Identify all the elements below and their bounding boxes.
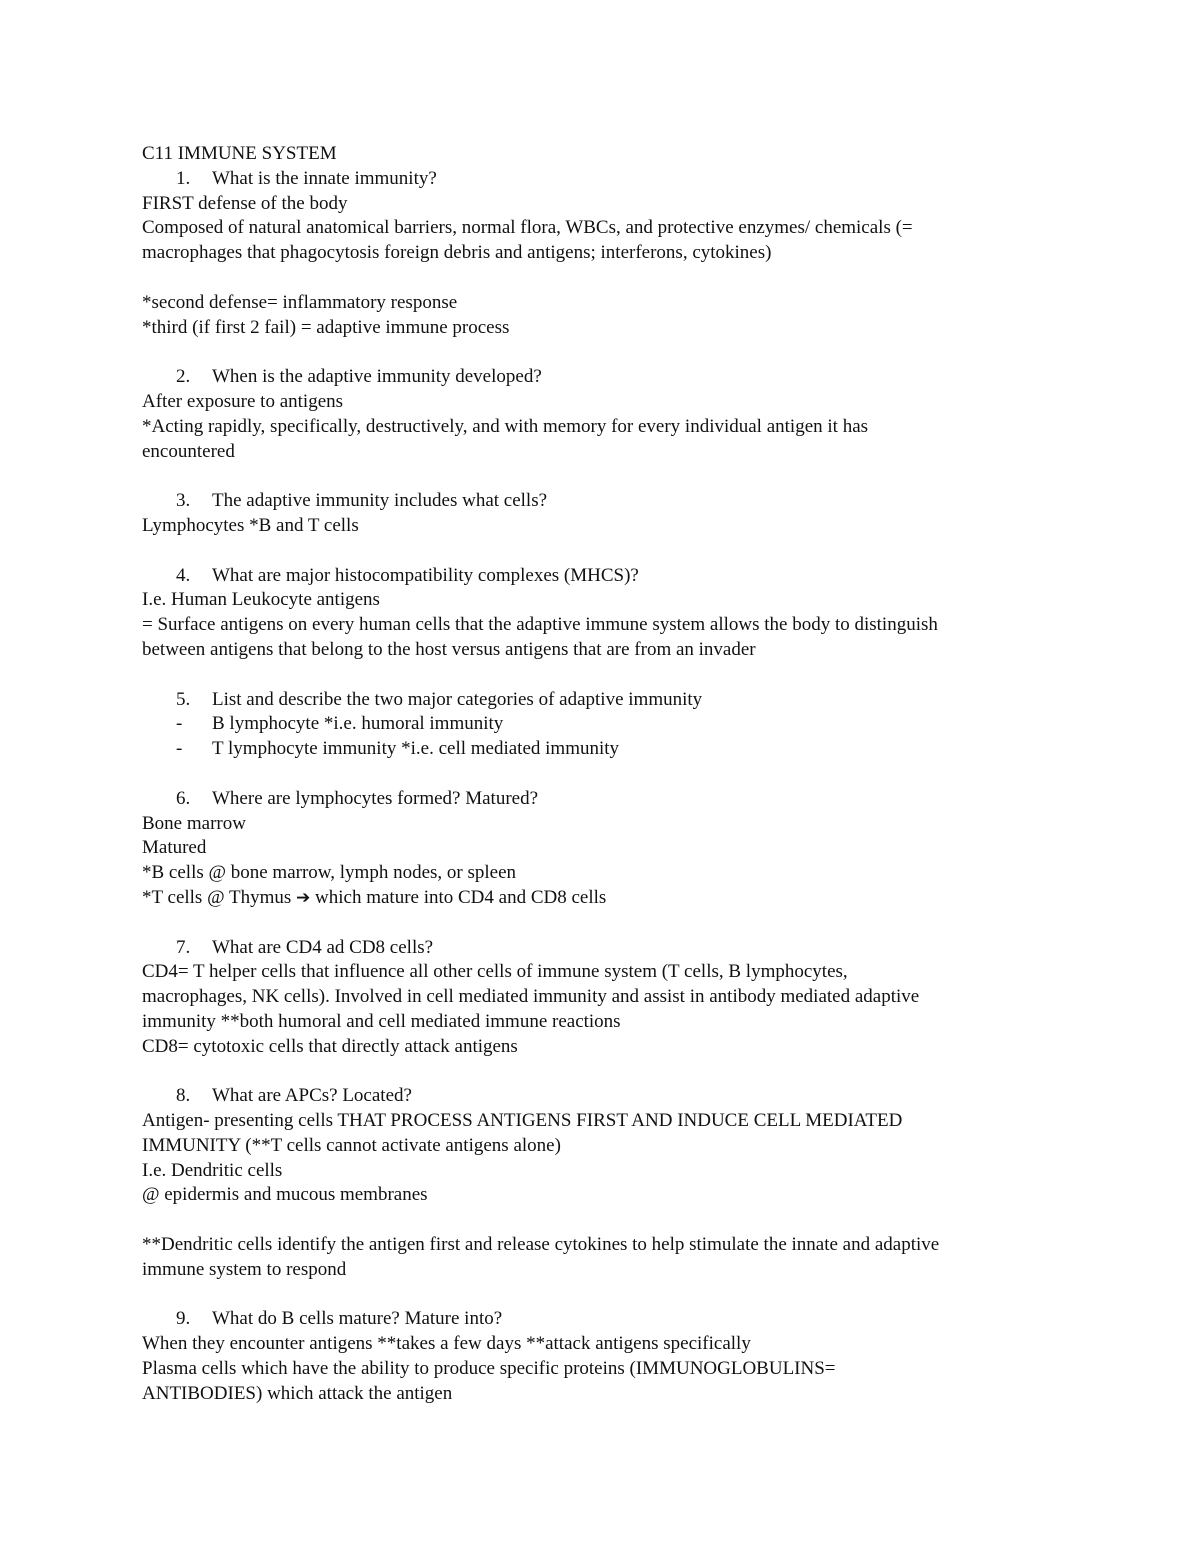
question-number: 6. bbox=[176, 787, 191, 809]
question-text: What do B cells mature? Mature into? bbox=[212, 1308, 503, 1330]
answer-line: CD8= cytotoxic cells that directly attack antigens bbox=[142, 1035, 518, 1057]
document-title: C11 IMMUNE SYSTEM bbox=[142, 143, 337, 164]
question-text: What are major histocompatibility complexes (MHCS)? bbox=[212, 564, 639, 586]
question-number: 4. bbox=[176, 564, 191, 586]
answer-line: encountered bbox=[142, 440, 235, 462]
question-number: 3. bbox=[176, 490, 191, 512]
answer-line: I.e. Dendritic cells bbox=[142, 1159, 283, 1181]
spacer bbox=[142, 663, 1062, 688]
question-6 bbox=[142, 787, 1062, 812]
answer-line: Matured bbox=[142, 837, 207, 859]
answer-line: macrophages that phagocytosis foreign debris and antigens; interferons, cytokines) bbox=[142, 242, 772, 264]
question-9 bbox=[142, 1307, 1062, 1332]
dash-bullet: - bbox=[176, 713, 183, 735]
answer-line: immunity **both humoral and cell mediated immune reactions bbox=[142, 1010, 621, 1032]
answer-line: macrophages, NK cells). Involved in cell mediated immunity and assist in antibody mediated adaptive bbox=[142, 986, 920, 1008]
list-item-text: B lymphocyte *i.e. humoral immunity bbox=[212, 713, 504, 735]
spacer bbox=[142, 340, 1062, 365]
question-text: The adaptive immunity includes what cells? bbox=[212, 490, 548, 512]
answer-line: I.e. Human Leukocyte antigens bbox=[142, 589, 380, 611]
question-number: 7. bbox=[176, 936, 191, 958]
dash-bullet: - bbox=[176, 738, 183, 760]
list-item-text: T lymphocyte immunity *i.e. cell mediated immunity bbox=[212, 738, 620, 760]
question-text: List and describe the two major categories of adaptive immunity bbox=[212, 688, 703, 710]
answer-line: Lymphocytes *B and T cells bbox=[142, 514, 359, 536]
answer-line: *B cells @ bone marrow, lymph nodes, or spleen bbox=[142, 862, 517, 884]
spacer bbox=[142, 464, 1062, 489]
question-7 bbox=[142, 936, 1062, 961]
question-text: What is the innate immunity? bbox=[212, 167, 437, 189]
question-4 bbox=[142, 564, 1062, 589]
spacer bbox=[142, 1208, 1062, 1233]
question-1 bbox=[142, 167, 1062, 192]
document-body bbox=[142, 142, 1062, 1407]
question-5 bbox=[142, 688, 1062, 713]
answer-line: between antigens that belong to the host versus antigens that are from an invader bbox=[142, 638, 756, 660]
answer-line: IMMUNITY (**T cells cannot activate antigens alone) bbox=[142, 1134, 561, 1156]
question-text: Where are lymphocytes formed? Matured? bbox=[212, 787, 539, 809]
right-arrow-icon: ➔ bbox=[296, 887, 311, 908]
answer-line: Bone marrow bbox=[142, 812, 246, 834]
question-2 bbox=[142, 365, 1062, 390]
question-number: 8. bbox=[176, 1085, 191, 1107]
answer-line: FIRST defense of the body bbox=[142, 192, 348, 214]
answer-line: ANTIBODIES) which attack the antigen bbox=[142, 1382, 453, 1404]
spacer bbox=[142, 911, 1062, 936]
spacer bbox=[142, 266, 1062, 291]
answer-line: @ epidermis and mucous membranes bbox=[142, 1184, 428, 1206]
question-text: When is the adaptive immunity developed? bbox=[212, 366, 542, 388]
question-number: 2. bbox=[176, 366, 191, 388]
question-8 bbox=[142, 1084, 1062, 1109]
note-line: *second defense= inflammatory response bbox=[142, 291, 458, 313]
list-item bbox=[142, 737, 1062, 762]
spacer bbox=[142, 1283, 1062, 1308]
note-line: *third (if first 2 fail) = adaptive immune process bbox=[142, 316, 510, 338]
answer-line: *Acting rapidly, specifically, destructively, and with memory for every individual antigen it has bbox=[142, 415, 869, 437]
question-number: 5. bbox=[176, 688, 191, 710]
question-number: 1. bbox=[176, 167, 191, 189]
answer-line: Antigen- presenting cells THAT PROCESS ANTIGENS FIRST AND INDUCE CELL MEDIATED bbox=[142, 1110, 903, 1132]
answer-line-tcells bbox=[142, 886, 1062, 911]
spacer bbox=[142, 539, 1062, 564]
answer-line: = Surface antigens on every human cells that the adaptive immune system allows the body to distinguish bbox=[142, 614, 938, 636]
list-item bbox=[142, 712, 1062, 737]
note-line: immune system to respond bbox=[142, 1258, 347, 1280]
spacer bbox=[142, 762, 1062, 787]
tcells-suffix: which mature into CD4 and CD8 cells bbox=[315, 886, 607, 908]
note-line: **Dendritic cells identify the antigen first and release cytokines to help stimulate the innate and adaptive bbox=[142, 1234, 940, 1256]
tcells-prefix: *T cells @ Thymus bbox=[142, 886, 292, 908]
question-3 bbox=[142, 489, 1062, 514]
answer-line: Composed of natural anatomical barriers, normal flora, WBCs, and protective enzymes/ chemicals (= bbox=[142, 217, 913, 239]
answer-line: Plasma cells which have the ability to produce specific proteins (IMMUNOGLOBULINS= bbox=[142, 1358, 836, 1380]
answer-line: CD4= T helper cells that influence all other cells of immune system (T cells, B lymphocytes, bbox=[142, 961, 848, 983]
question-number: 9. bbox=[176, 1308, 191, 1330]
answer-line: When they encounter antigens **takes a few days **attack antigens specifically bbox=[142, 1333, 751, 1355]
answer-line: After exposure to antigens bbox=[142, 390, 344, 412]
spacer bbox=[142, 1059, 1062, 1084]
question-text: What are CD4 ad CD8 cells? bbox=[212, 936, 434, 958]
question-text: What are APCs? Located? bbox=[212, 1085, 412, 1107]
